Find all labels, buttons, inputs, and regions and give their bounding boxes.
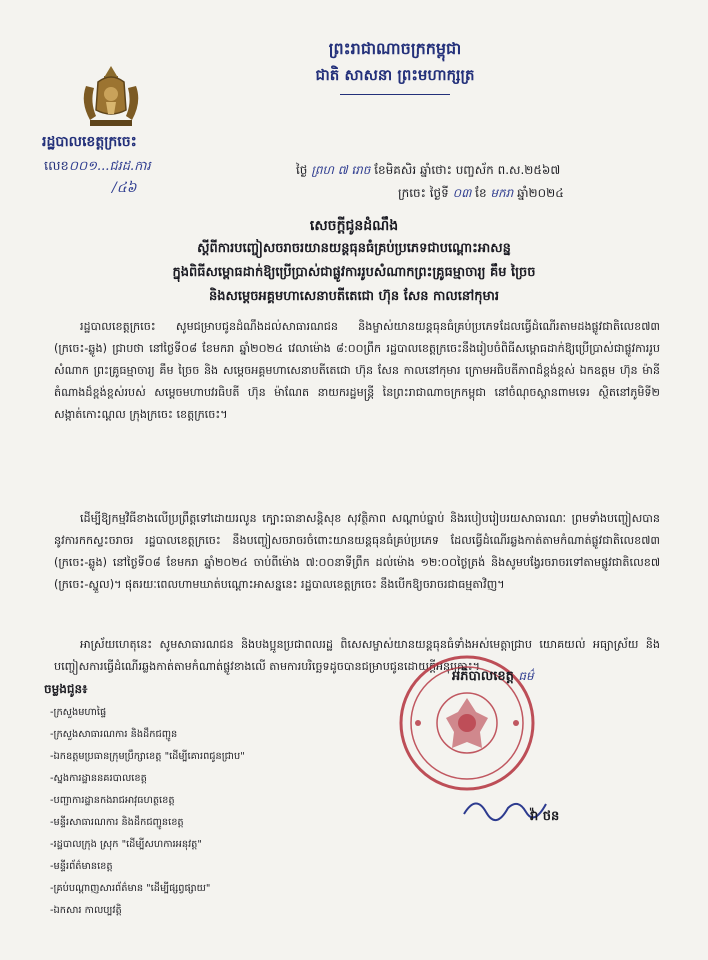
lunar-date <box>296 162 560 180</box>
solar-date-mid: ខែ <box>475 186 487 200</box>
header-divider <box>340 94 450 95</box>
notice-subject-line1: ស្តីពីការបញ្ចៀសចរាចរយានយន្តធុនធំគ្រប់ប្រភេទជាបណ្តោះអាសន្ន <box>197 241 511 256</box>
cc-list <box>50 702 245 922</box>
cc-title: ចម្លងជូន៖ <box>44 682 88 696</box>
ref-number: ០០១ <box>68 159 98 174</box>
solar-date-year: ឆ្នាំ២០២៤ <box>517 186 564 200</box>
cc-item: -ឯកសារ កាលប្បវត្តិ <box>50 905 122 916</box>
body-paragraph-2: ដើម្បីឱ្យកម្មវិធីខាងលើប្រព្រឹត្តទៅដោយរលូន ក្បោះធានាសន្តិសុខ សុវត្ថិភាព សណ្តាប់ធ្នាប់ និងរបៀបរៀបរយសាធារណៈ ព្រមទាំងបញ្ចៀសបាននូវការកកស្ទះចរាចរ រដ្ឋបាលខេត្តក្រចេះ នឹងបញ្ចៀសចរាចរចំពោះយានយន្តធុនធំគ្រប់ប្រភេទ ដែលធ្វើដំណើរឆ្លងកាត់តាមកំណាត់ផ្លូវជាតិលេខ៧៣ (ក្រចេះ-ឆ្លូង) នៅថ្ងៃទី០៨ ខែមករា ឆ្នាំ២០២៤ ចាប់ពីម៉ោង ៧:០០នាទីព្រឹក ដល់ម៉ោង ១២:០០ថ្ងៃត្រង់ និងសូមបង្វែរចរាចរទៅតាមផ្លូវជាតិលេខ៧ (ក្រចេះ-ស្នួល)។ ផុតរយៈពេលហាមឃាត់បណ្តោះអាសន្ននេះ រដ្ឋបាលខេត្តក្រចេះ នឹងបើកឱ្យចរាចរជាធម្មតាវិញ។ <box>54 512 660 591</box>
kingdom-header <box>250 38 540 95</box>
cc-item: -មន្ទីរសាធារណការ និងដឹកជញ្ជូនខេត្ត <box>50 817 184 828</box>
reference-number <box>44 158 151 177</box>
signatory-name: វ៉ា ថន <box>530 809 560 824</box>
lunar-date-handwritten: ព្រហ ៧ រោច <box>311 163 371 177</box>
cc-item: -គ្រប់បណ្តាញសារព័ត៌មាន "ដើម្បីផ្សព្វផ្សាយ" <box>50 883 211 894</box>
provincial-emblem-icon <box>76 62 146 132</box>
cc-item: -ក្រសួងសាធារណការ និងដឹកជញ្ជូន <box>50 729 178 740</box>
ref-handwritten-number: /៤៦ <box>112 180 137 196</box>
cc-item: -ក្រសួងមហាផ្ទៃ <box>50 707 107 718</box>
solar-date-month: មករា <box>490 186 514 200</box>
lunar-date-rest: ខែមិគសិរ ឆ្នាំថោះ បញ្ចស័ក ព.ស.២៥៦៧ <box>374 163 561 177</box>
cc-item: -មន្ទីរព័ត៌មានខេត្ត <box>50 861 113 872</box>
notice-subject-line3: និងសម្តេចអគ្គមហាសេនាបតីតេជោ ហ៊ុន សែន កាលនៅកុមារ <box>208 289 500 304</box>
kingdom-title: ព្រះរាជាណាចក្រកម្ពុជា <box>328 39 462 58</box>
signatory-title <box>452 668 534 687</box>
body-paragraph-3: អាស្រ័យហេតុនេះ សូមសាធារណជន និងបងប្អូនប្រជាពលរដ្ឋ ពិសេសម្ចាស់យានយន្តធុនធំទាំងអស់មេត្តាជ្រាប យោគយល់ អធ្យាស្រ័យ និងបញ្ចៀសការធ្វើដំណើរឆ្លងកាត់តាមកំណាត់ផ្លូវខាងលើ តាមការបរិច្ឆេទដូចបានជម្រាបជូនដោយក្តីអនុគ្រោះ។ <box>54 638 660 673</box>
national-motto: ជាតិ សាសនា ព្រះមហាក្សត្រ <box>315 66 475 84</box>
solar-date-day: ០៣ <box>452 186 472 200</box>
cc-item: -បញ្ជាការដ្ឋានកងរាជអាវុធហត្ថខេត្ត <box>50 795 175 806</box>
signatory-title-text: អភិបាលខេត្ត <box>452 669 514 684</box>
lunar-date-prefix: ថ្ងៃ <box>296 163 308 177</box>
ref-prefix: លេខ <box>44 159 69 174</box>
notice-title: សេចក្តីជូនដំណឹង <box>309 218 399 234</box>
body-paragraph-1: រដ្ឋបាលខេត្តក្រចេះ សូមជម្រាបជូនដំណឹងដល់សាធារណជន និងម្ចាស់យានយន្តធុនធំគ្រប់ប្រភេទដែលធ្វើដំណើរតាមដងផ្លូវជាតិលេខ៧៣ (ក្រចេះ-ឆ្លូង) ជ្រាបថា នៅថ្ងៃទី០៨ ខែមករា ឆ្នាំ២០២៤ វេលាម៉ោង ៨:០០ព្រឹក រដ្ឋបាលខេត្តក្រចេះនឹងរៀបចំពិធីសម្ពោធដាក់ឱ្យប្រើប្រាស់ជាផ្លូវការរូបសំណាក ព្រះគ្រូធម្មាចារ្យ គឹម ច្រៃច និង សម្តេចអគ្គមហាសេនាបតីតេជោ ហ៊ុន សែន កាលនៅកុមារ ក្រោមអធិបតីភាពដ៏ខ្ពង់ខ្ពស់ ឯកឧត្តម ហ៊ុន ម៉ានី តំណាងដ៏ខ្ពង់ខ្ពស់របស់ សម្តេចមហាបវរធិបតី ហ៊ុន ម៉ាណែត នាយករដ្ឋមន្ត្រី នៃព្រះរាជាណាចក្រកម្ពុជា នៅចំណុចស្ពានពាមទេរ ស្ថិតនៅភូមិទី២ សង្កាត់កោះណ្ដល ក្រុងក្រចេះ ខេត្តក្រចេះ។ <box>54 320 660 421</box>
signatory-title-handwritten: ធម៌ <box>518 669 534 683</box>
solar-date-prefix: ក្រចេះ ថ្ងៃទី <box>398 186 449 200</box>
cc-item: -រដ្ឋបាលក្រុង ស្រុក "ដើម្បីសហការអនុវត្ត" <box>50 839 202 850</box>
issuing-office: រដ្ឋបាលខេត្តក្រចេះ <box>42 134 137 150</box>
cc-item: -ឯកឧត្តមប្រធានក្រុមប្រឹក្សាខេត្ត "ដើម្បីគោរពជូនជ្រាប" <box>50 751 245 762</box>
cc-item: -ស្នងការដ្ឋាននគរបាលខេត្ត <box>50 773 147 784</box>
solar-date <box>398 185 564 203</box>
ref-suffix: ...ជរដ.ការ <box>97 159 151 174</box>
notice-subject-line2: ក្នុងពិធីសម្ពោធដាក់ឱ្យប្រើប្រាស់ជាផ្លូវការរូបសំណាកព្រះគ្រូធម្មាចារ្យ គឹម ច្រៃច <box>172 265 536 280</box>
